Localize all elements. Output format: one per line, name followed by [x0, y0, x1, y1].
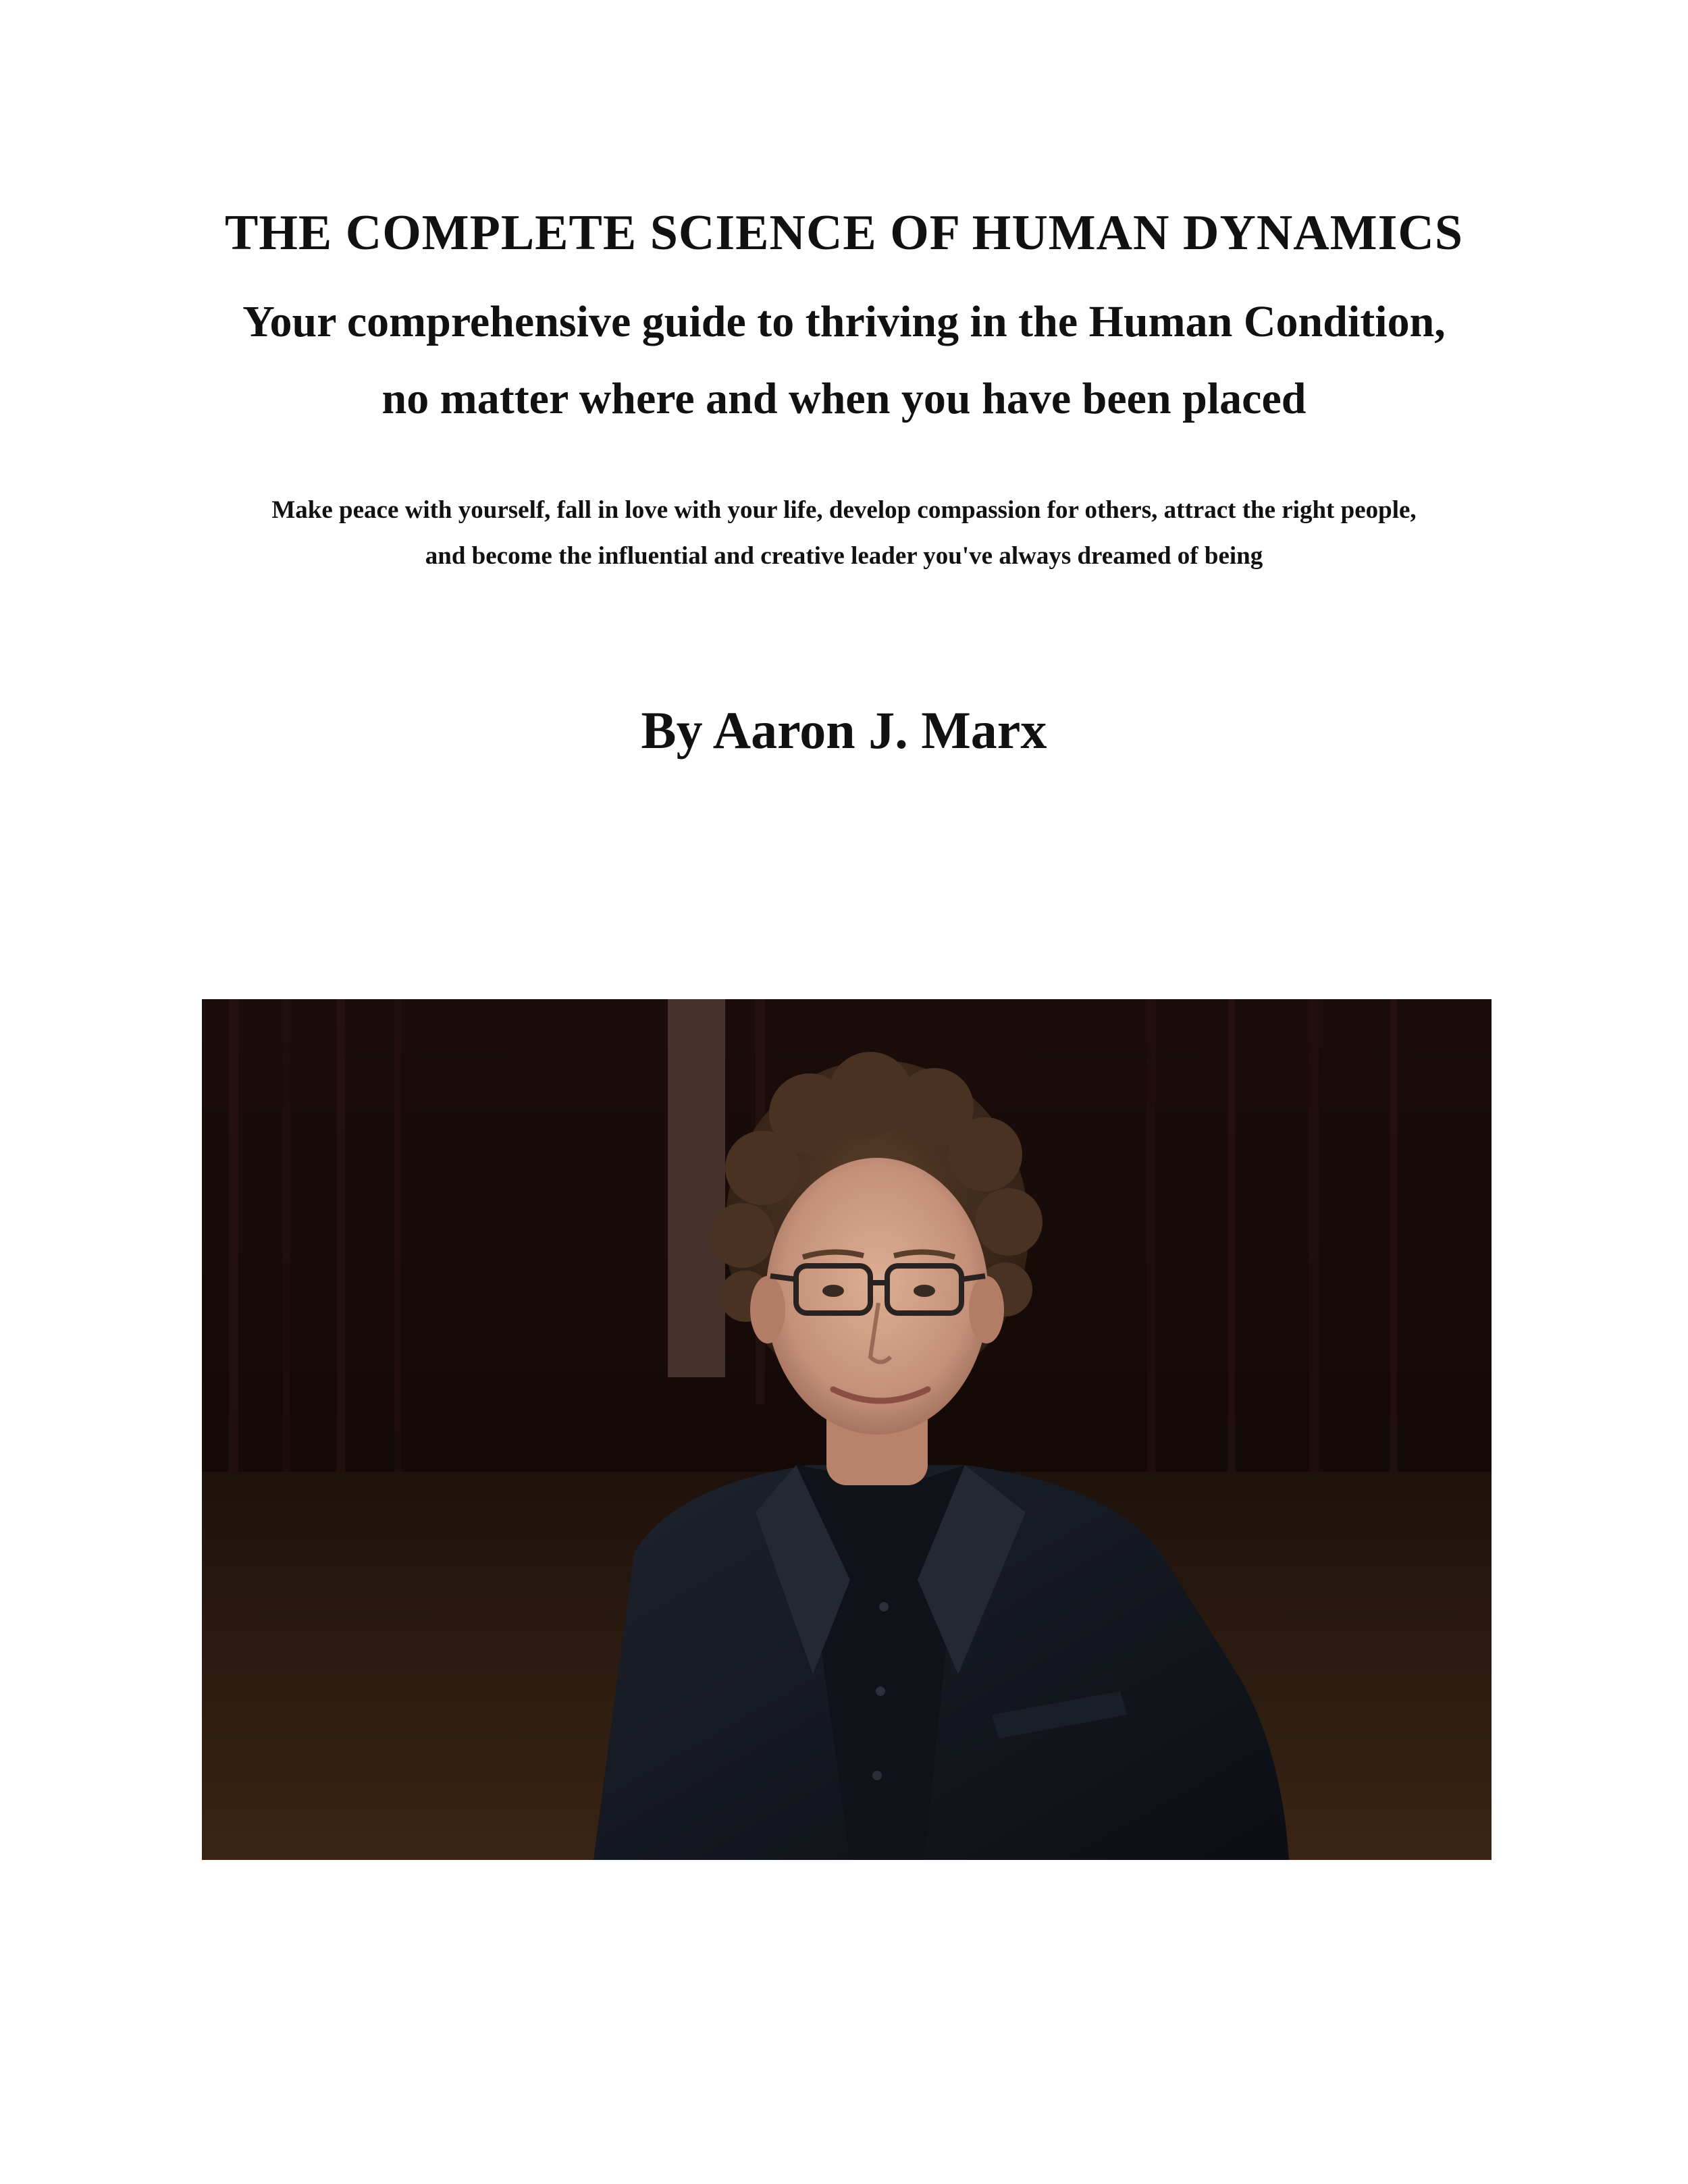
portrait-illustration: [202, 999, 1492, 1860]
tagline-line-2: and become the influential and creative leader you've always dreamed of being: [425, 542, 1263, 570]
tagline-line-1: Make peace with yourself, fall in love with your life, develop compassion for others, attract the right people,: [271, 496, 1417, 524]
book-tagline: [169, 487, 1519, 579]
subtitle-line-1: Your comprehensive guide to thriving in the Human Condition,: [242, 297, 1446, 346]
subtitle-line-2: no matter where and when you have been placed: [381, 374, 1307, 423]
author-portrait-photo: [202, 999, 1492, 1860]
book-title: THE COMPLETE SCIENCE OF HUMAN DYNAMICS: [225, 205, 1463, 261]
book-subtitle: [169, 284, 1519, 437]
author-byline: By Aaron J. Marx: [641, 701, 1047, 760]
face: [766, 1158, 988, 1435]
light-column: [668, 999, 725, 1377]
